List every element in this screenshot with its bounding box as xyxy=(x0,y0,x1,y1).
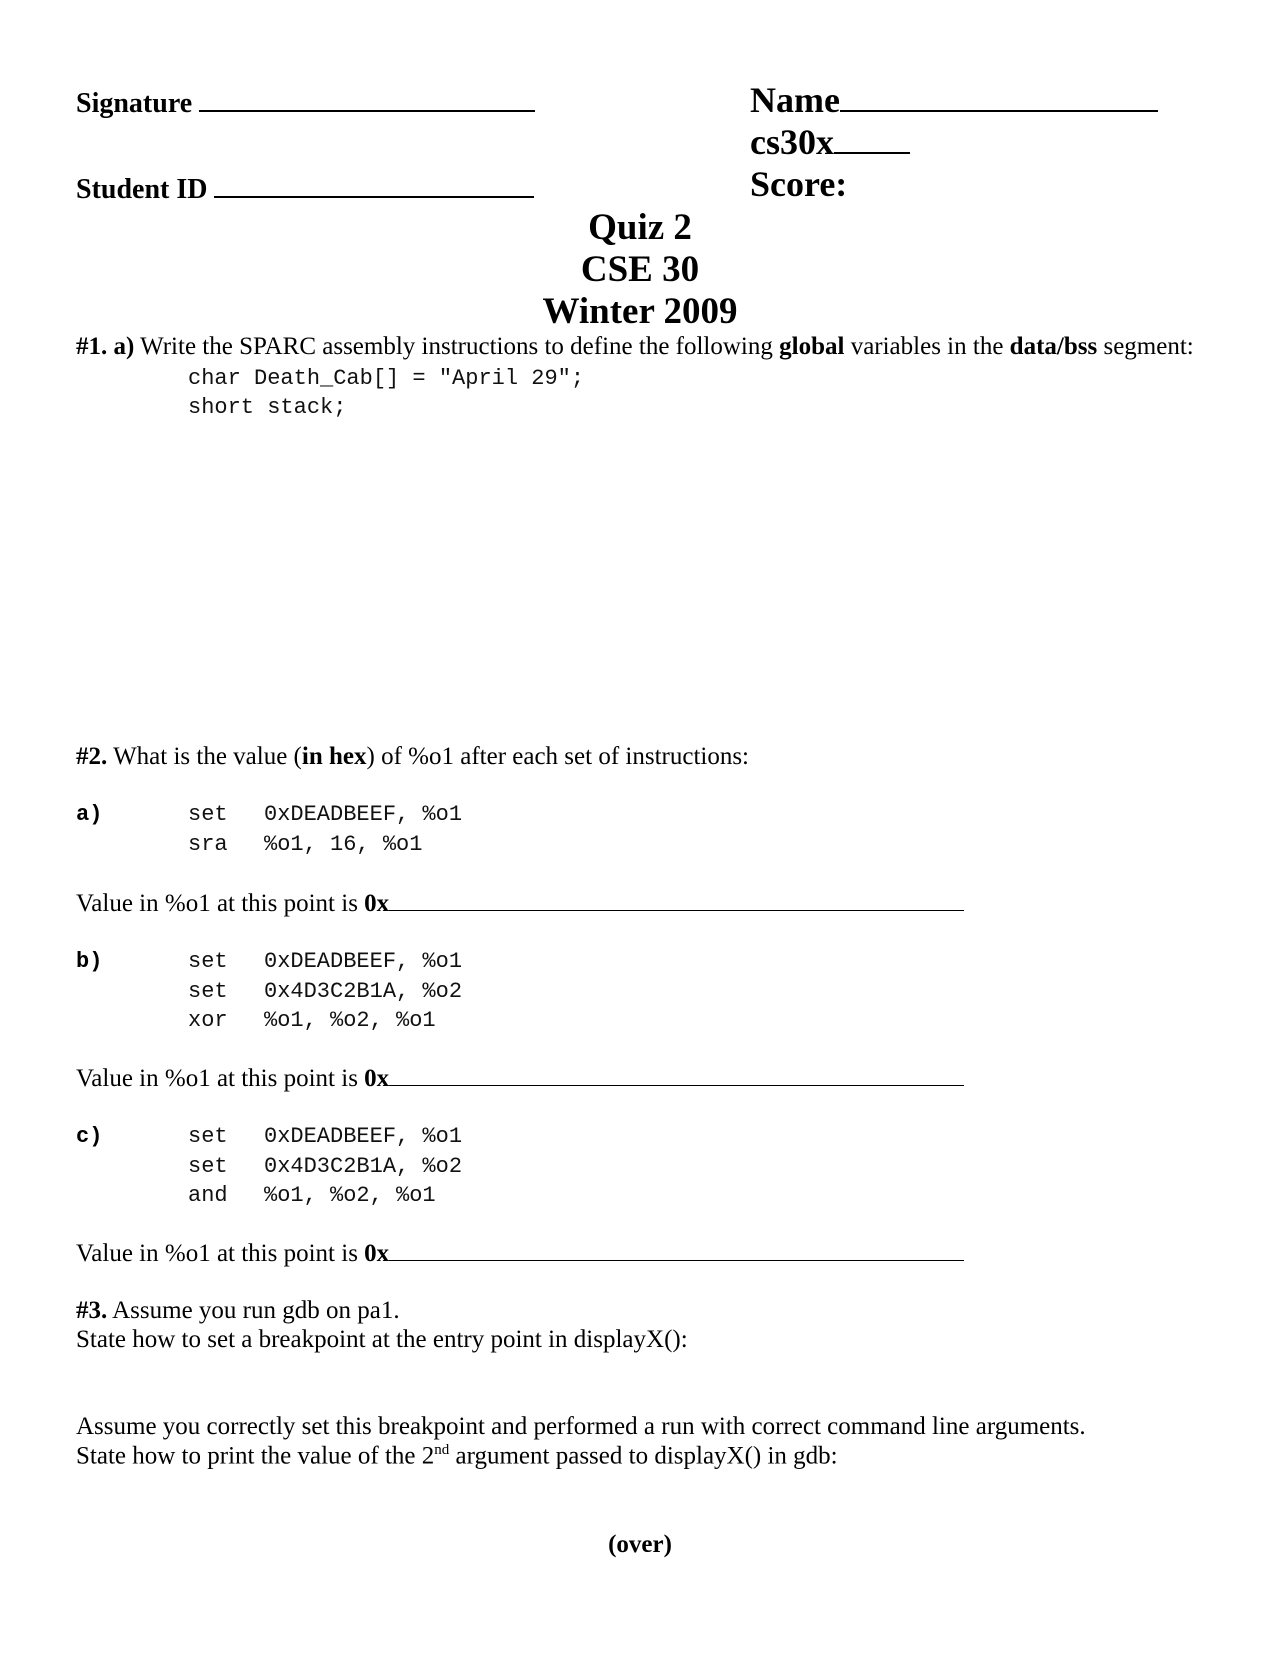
course-title: CSE 30 xyxy=(580,249,700,290)
q2a-code-line-2: sra %o1, 16, %o1 xyxy=(188,832,423,857)
q2-part-a-label: a) xyxy=(76,802,103,827)
q2c-answer-blank[interactable] xyxy=(389,1238,964,1261)
account-label: cs30x xyxy=(750,122,834,162)
student-id-field xyxy=(76,170,534,206)
q2b-answer-blank[interactable] xyxy=(389,1063,964,1086)
q2c-code-line-3: and %o1, %o2, %o1 xyxy=(188,1183,436,1208)
signature-field xyxy=(76,84,535,120)
signature-label: Signature xyxy=(76,88,193,119)
q2c-code-line-1: set 0xDEADBEEF, %o1 xyxy=(188,1124,463,1149)
q2b-code-line-1: set 0xDEADBEEF, %o1 xyxy=(188,949,463,974)
q2-prompt: #2. What is the value (in hex) of %o1 after each set of instructions: xyxy=(76,743,750,770)
over-note: (over) xyxy=(608,1531,672,1558)
account-blank[interactable] xyxy=(834,122,910,154)
q1-number: #1. a) xyxy=(76,333,135,360)
q2a-answer-blank[interactable] xyxy=(389,888,964,911)
q1-code-line-2: short stack; xyxy=(188,395,347,420)
account-field xyxy=(750,122,910,160)
quiz-title: Quiz 2 xyxy=(588,207,692,248)
q2a-answer: Value in %o1 at this point is 0x xyxy=(76,888,964,918)
student-id-blank[interactable] xyxy=(214,170,534,198)
student-id-label: Student ID xyxy=(76,174,208,205)
q3-line-2: State how to set a breakpoint at the entry point in displayX(): xyxy=(76,1326,688,1353)
term-title: Winter 2009 xyxy=(542,291,738,332)
name-blank[interactable] xyxy=(840,80,1158,112)
q2-number: #2. xyxy=(76,743,108,770)
q2b-code-line-2: set 0x4D3C2B1A, %o2 xyxy=(188,979,463,1004)
q3-line-3: Assume you correctly set this breakpoint and performed a run with correct command line arguments. xyxy=(76,1413,1086,1440)
q2c-code-line-2: set 0x4D3C2B1A, %o2 xyxy=(188,1154,463,1179)
q2-part-b-label: b) xyxy=(76,949,103,974)
signature-blank[interactable] xyxy=(199,84,535,112)
q3-line-1: #3. Assume you run gdb on pa1. xyxy=(76,1297,400,1324)
q2b-answer: Value in %o1 at this point is 0x xyxy=(76,1063,964,1093)
name-label: Name xyxy=(750,80,840,120)
q2-part-c-label: c) xyxy=(76,1124,103,1149)
q3-line-4: State how to print the value of the 2nd argument passed to displayX() in gdb: xyxy=(76,1442,838,1470)
q2c-answer: Value in %o1 at this point is 0x xyxy=(76,1238,964,1268)
q3-number: #3. xyxy=(76,1297,108,1324)
q1-prompt: #1. a) Write the SPARC assembly instructions to define the following global variables in the data/bss segment: xyxy=(76,333,1194,360)
name-field xyxy=(750,80,1158,118)
q2a-code-line-1: set 0xDEADBEEF, %o1 xyxy=(188,802,463,827)
score-label: Score: xyxy=(750,164,848,204)
q1-code-line-1: char Death_Cab[] = "April 29"; xyxy=(188,366,585,391)
q2b-code-line-3: xor %o1, %o2, %o1 xyxy=(188,1008,436,1033)
